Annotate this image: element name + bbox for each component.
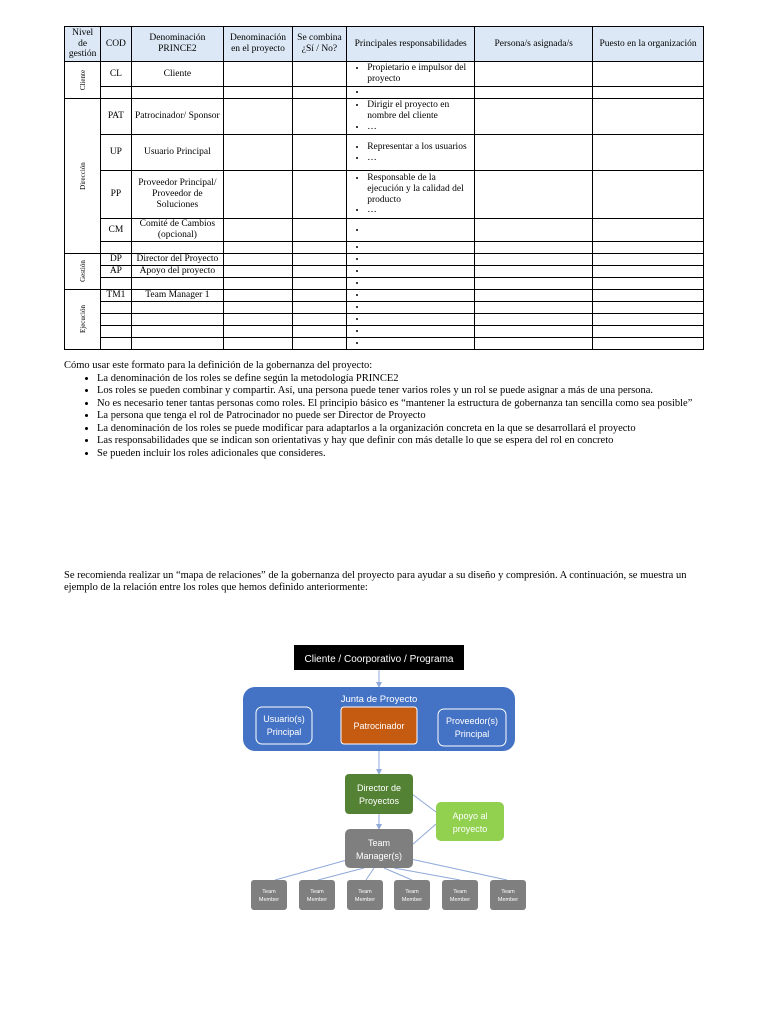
empty-cell [224,302,293,314]
list-item: • Las responsabilidades que se indican son orientativas y hay que definir con más detalle lo que se espera del rol en concreto [97,435,714,448]
header-persona: Persona/s asignada/s [475,27,593,62]
empty-cell [475,87,593,99]
empty-cell [131,338,224,350]
cod-cell: CL [101,62,131,87]
responsibility-cell [347,87,475,99]
table-row [65,338,704,350]
list-item: • La denominación de los roles se define según la metodología PRINCE2 [97,373,714,386]
team-member-box [394,880,430,910]
table-row [65,99,704,135]
svg-text:Member: Member [401,897,423,903]
cod-cell: TM1 [101,290,131,302]
role-cell: Apoyo del proyecto [131,266,224,278]
responsibility-cell [347,266,475,278]
empty-cell [593,290,704,302]
empty-cell [292,135,346,171]
responsibility-cell [347,338,475,350]
table-header-row [65,27,704,62]
empty-cell [475,290,593,302]
empty-cell [593,254,704,266]
empty-cell [475,254,593,266]
header-cod: COD [101,27,131,62]
empty-cell [593,135,704,171]
table-row [65,87,704,99]
notes-intro: Cómo usar este formato para la definición de la gobernanza del proyecto: [64,360,373,371]
role-cell: Usuario Principal [131,135,224,171]
cod-cell: PP [101,171,131,219]
header-prince2: Denominación PRINCE2 [131,27,224,62]
empty-cell [224,254,293,266]
cod-cell: CM [101,219,131,242]
svg-text:Apoyo al: Apoyo al [452,811,488,821]
svg-text:Member: Member [306,897,328,903]
project-support-box [436,802,504,841]
role-cell: Cliente [131,62,224,87]
empty-cell [292,326,346,338]
cod-cell: UP [101,135,131,171]
responsibility-cell [347,326,475,338]
empty-cell [292,278,346,290]
table-row [65,314,704,326]
svg-text:Principal: Principal [266,727,302,737]
empty-cell [224,290,293,302]
empty-cell [101,87,131,99]
empty-cell [593,314,704,326]
governance-table [64,26,704,350]
team-member-box [251,880,287,910]
empty-cell [292,99,346,135]
table-row [65,254,704,266]
svg-text:Cliente / Coorporativo / Progr: Cliente / Coorporativo / Programa [304,654,454,665]
empty-cell [101,302,131,314]
list-item: • La denominación de los roles se puede modificar para adaptarlos a la organización concreta en la que se desarrollará el proyecto [97,423,714,436]
empty-cell [224,219,293,242]
team-manager-box [345,829,413,868]
responsibility-cell: • Responsable de la ejecución y la calidad del producto • … [347,171,475,219]
group-cliente: Cliente [65,62,101,99]
empty-cell [224,278,293,290]
empty-cell [224,266,293,278]
responsibility-cell: • Propietario e impulsor del proyecto [347,62,475,87]
empty-cell [593,62,704,87]
responsibility-cell [347,302,475,314]
empty-cell [475,326,593,338]
empty-cell [593,302,704,314]
role-cell: Team Manager 1 [131,290,224,302]
empty-cell [475,135,593,171]
team-member-box [347,880,383,910]
list-item: • La persona que tenga el rol de Patrocinador no puede ser Director de Proyecto [97,410,714,423]
empty-cell [475,99,593,135]
empty-cell [101,314,131,326]
svg-text:Member: Member [497,897,519,903]
empty-cell [475,242,593,254]
svg-text:Team: Team [262,889,276,895]
header-denominacion-proyecto: Denominación en el proyecto [224,27,293,62]
team-member-box [490,880,526,910]
empty-cell [475,278,593,290]
responsibility-cell [347,219,475,242]
responsibility-cell: • Representar a los usuarios • … [347,135,475,171]
responsibility-cell [347,290,475,302]
table-row [65,326,704,338]
cod-cell: AP [101,266,131,278]
empty-cell [224,87,293,99]
table-row [65,266,704,278]
svg-text:Team: Team [310,889,324,895]
table-row [65,290,704,302]
header-puesto: Puesto en la organización [593,27,704,62]
empty-cell [475,62,593,87]
table-row [65,278,704,290]
empty-cell [292,242,346,254]
project-director-box [345,774,413,814]
group-ejecucion: Ejecución [65,290,101,350]
empty-cell [224,338,293,350]
empty-cell [475,219,593,242]
svg-text:Director de: Director de [356,783,402,793]
empty-cell [292,254,346,266]
responsibility-cell [347,314,475,326]
empty-cell [475,266,593,278]
empty-cell [224,326,293,338]
svg-text:Member: Member [449,897,471,903]
role-cell: Comité de Cambios (opcional) [131,219,224,242]
group-direccion: Dirección [65,99,101,254]
empty-cell [292,266,346,278]
responsibility-cell [347,278,475,290]
empty-cell [593,219,704,242]
empty-cell [475,302,593,314]
empty-cell [131,87,224,99]
governance-org-chart [240,640,530,920]
recommendation-paragraph: Se recomienda realizar un “mapa de relaciones” de la gobernanza del proyecto para ayudar a su diseño y compresión. A continuación, se muestra un ejemplo de la relación entre los roles que hemos definido anteriormente: [64,570,687,593]
responsibility-cell: • Dirigir el proyecto en nombre del cliente • … [347,99,475,135]
empty-cell [224,62,293,87]
table-row [65,171,704,219]
empty-cell [131,314,224,326]
empty-cell [593,242,704,254]
empty-cell [292,171,346,219]
empty-cell [475,314,593,326]
empty-cell [101,242,131,254]
empty-cell [224,242,293,254]
empty-cell [131,326,224,338]
usage-notes [64,360,714,460]
responsibility-cell [347,242,475,254]
table-row [65,302,704,314]
group-gestion: Gestión [65,254,101,290]
empty-cell [101,338,131,350]
team-member-box [442,880,478,910]
svg-text:Manager(s): Manager(s) [355,851,403,861]
empty-cell [101,326,131,338]
empty-cell [593,266,704,278]
empty-cell [292,62,346,87]
table-row [65,242,704,254]
team-member-box [299,880,335,910]
svg-text:Usuario(s): Usuario(s) [263,714,305,724]
empty-cell [224,135,293,171]
header-se-combina: Se combina ¿Sí / No? [292,27,346,62]
empty-cell [292,338,346,350]
empty-cell [131,302,224,314]
svg-text:Team: Team [358,889,372,895]
role-cell: Patrocinador/ Sponsor [131,99,224,135]
table-row [65,62,704,87]
svg-text:Member: Member [354,897,376,903]
empty-cell [475,338,593,350]
role-cell: Proveedor Principal/ Proveedor de Soluciones [131,171,224,219]
empty-cell [224,171,293,219]
empty-cell [292,314,346,326]
empty-cell [224,314,293,326]
svg-text:Patrocinador: Patrocinador [353,721,405,731]
header-responsabilidades: Principales responsabilidades [347,27,475,62]
list-item: • No es necesario tener tantas personas como roles. El principio básico es “mantener la estructura de gobernanza tan sencilla como sea posible” [97,398,714,411]
svg-text:proyecto: proyecto [452,824,488,834]
cod-cell: DP [101,254,131,266]
list-item: • Los roles se pueden combinar y compartir. Así, una persona puede tener varios roles y un rol se puede asignar a más de una persona. [97,385,714,398]
svg-text:Proyectos: Proyectos [358,796,400,806]
role-cell: Director del Proyecto [131,254,224,266]
empty-cell [292,219,346,242]
table-row [65,219,704,242]
notes-list [64,373,714,461]
client-box [294,645,464,670]
table-row [65,135,704,171]
header-nivel: Nivel de gestión [65,27,101,62]
empty-cell [593,338,704,350]
svg-text:Team: Team [367,838,391,848]
empty-cell [475,171,593,219]
empty-cell [292,87,346,99]
svg-text:Team: Team [453,889,467,895]
empty-cell [593,326,704,338]
svg-text:Junta de Proyecto: Junta de Proyecto [340,694,418,705]
empty-cell [593,278,704,290]
sponsor-box [341,707,417,744]
empty-cell [593,87,704,99]
svg-text:Principal: Principal [454,729,490,739]
svg-text:Team: Team [501,889,515,895]
svg-text:Team: Team [405,889,419,895]
svg-text:Member: Member [258,897,280,903]
empty-cell [292,290,346,302]
empty-cell [292,302,346,314]
list-item: • Se pueden incluir los roles adicionales que consideres. [97,448,714,461]
empty-cell [593,99,704,135]
svg-text:Proveedor(s): Proveedor(s) [445,716,499,726]
responsibility-cell [347,254,475,266]
empty-cell [101,278,131,290]
empty-cell [131,278,224,290]
cod-cell: PAT [101,99,131,135]
empty-cell [224,99,293,135]
empty-cell [131,242,224,254]
empty-cell [593,171,704,219]
